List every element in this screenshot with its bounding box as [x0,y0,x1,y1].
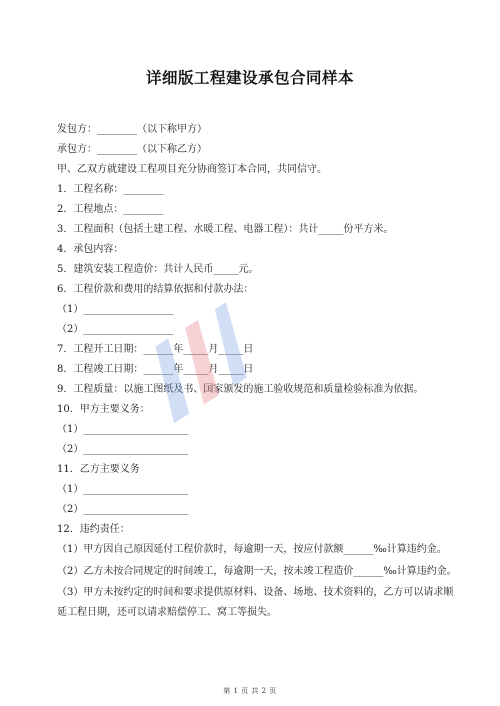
blank-field: _____________________ [83,444,189,455]
line-text: 11．乙方主要义务 [57,464,140,475]
blank-field: ________ [123,184,164,195]
line-text: 4．承包内容： [57,244,124,255]
line-text: 1．工程名称： [57,184,124,195]
page-footer: 第 1 页 共 2 页 [223,687,277,695]
contract-line-project-name [57,180,457,200]
line-text: 8．工程竣工日期： [57,364,144,375]
line-text: （1） [57,484,84,495]
line-text: （2） [57,444,84,455]
blank-field: _____________________ [83,424,189,435]
contract-line-liability [57,520,457,540]
contract-line-contractor-duties [57,460,457,480]
line-text: 7．工程开工日期： [57,344,144,355]
contract-line-contractor [57,140,457,160]
line-text: 2．工程地点： [57,204,124,215]
line-text: 12．违约责任： [57,524,130,535]
blank-field: _____ [183,344,209,355]
contract-line-payment [57,280,457,300]
line-text: （2） [57,324,84,335]
contract-body [57,120,457,624]
liability-clause-2 [57,562,457,582]
blank-field: ______ [353,565,384,577]
line-text: 承包方： [57,144,97,155]
blank-field: __________________ [83,304,174,315]
line-text: 10．甲方主要义务： [57,404,150,415]
contract-line-end-date [57,360,457,380]
blank-field: __________________ [83,324,174,335]
blank-field: ________ [97,124,137,135]
contract-line-employer-duties [57,400,457,420]
blank-field: ______ [343,544,374,555]
line-text: 5．建筑安装工程造价：共计人民币 [57,264,214,275]
contract-line-contractor-duty-1 [57,480,457,500]
blank-field: _____ [218,364,244,375]
blank-field: _____ [218,344,244,355]
line-text: 份平方米。 [343,224,394,235]
line-text: （3）甲方未按约定的时间和要求提供原材料、设备、场地、技术资料的，乙方可以请求顺延工程日期，还可以请求赔偿停工、窝工等损失。 [57,587,454,618]
contract-line-employer-duty-1 [57,420,457,440]
contract-line-quality [57,380,457,400]
blank-field: _____ [213,264,239,275]
line-text: 元。 [238,264,259,275]
line-text: 年 [173,364,184,375]
line-text: 月 [208,344,219,355]
line-text: 6．工程价款和费用的结算依据和付款办法： [57,284,254,295]
line-text: （1）甲方因自己原因延付工程价款时，每逾期一天，按应付款额 [57,544,344,555]
contract-line-payment-1 [57,300,457,320]
blank-field: _____________________ [83,484,189,495]
line-text: （2）乙方未按合同规定的时间竣工，每逾期一天，按未竣工程造价 [57,565,354,577]
contract-line-cost [57,260,457,280]
contract-line-project-location [57,200,457,220]
contract-line-employer [57,120,457,140]
contract-line-project-area [57,220,457,240]
line-text: 9．工程质量：以施工图纸及书、国家颁发的施工验收规范和质量检验标准为依据。 [57,384,424,395]
contract-line-contractor-duty-2 [57,500,457,520]
line-text: （2） [57,504,84,515]
line-text: 3．工程面积（包括土建工程、水暖工程、电器工程）：共计 [57,224,319,235]
line-text: 日 [243,344,254,355]
blank-field: ______ [143,344,174,355]
line-text: 发包方： [57,124,97,135]
blank-field: ________ [97,144,137,155]
blank-field: _____ [183,364,209,375]
line-text: 月 [208,364,219,375]
line-text: （以下称乙方） [137,144,207,155]
line-text: ‰计算违约金。 [383,565,457,577]
contract-line-payment-2 [57,320,457,340]
line-text: 甲、乙双方就建设工程项目充分协商签订本合同，共同信守。 [57,164,327,175]
contract-line-scope [57,240,457,260]
blank-field: ______ [143,364,174,375]
blank-field: _____ [318,224,344,235]
blank-field: _____________________ [83,504,189,515]
liability-clause-3 [57,583,457,622]
contract-line-employer-duty-2 [57,440,457,460]
line-text: （1） [57,304,84,315]
contract-line-start-date [57,340,457,360]
line-text: （1） [57,424,84,435]
contract-line-preamble [57,160,457,180]
liability-clause-1 [57,540,457,560]
line-text: （以下称甲方） [137,124,207,135]
line-text: ‰计算违约金。 [373,544,447,555]
document-title: 详细版工程建设承包合同样本 [145,69,354,87]
line-text: 日 [243,364,254,375]
blank-field: ________ [123,204,164,215]
line-text: 年 [173,344,184,355]
